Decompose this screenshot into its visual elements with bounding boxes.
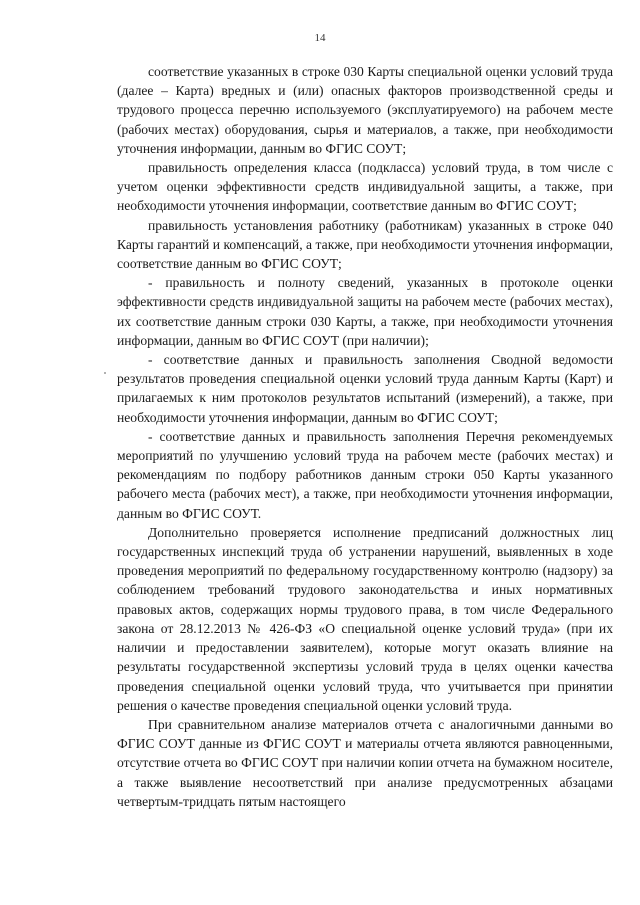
body-text (117, 62, 613, 811)
scan-speck (104, 372, 106, 374)
paragraph: - соответствие данных и правильность заполнения Сводной ведомости результатов проведения специальной оценки условий труда данным Карты (Карт) и прилагаемых к ним протоколов результатов испытаний (измерений), а также, при необходимости уточнения информации, данным во ФГИС СОУТ; (117, 352, 613, 425)
page-number: 14 (314, 32, 326, 44)
paragraph: При сравнительном анализе материалов отчета с аналогичными данными во ФГИС СОУТ данные из ФГИС СОУТ и материалы отчета являются равноценными, отсутствие отчета во ФГИС СОУТ при наличии копии отчета на бумажном носителе, а также выявление несоответствий при анализе предусмотренных абзацами четвертым-тридцать пятым настоящего (117, 716, 613, 809)
paragraph: - правильность и полноту сведений, указанных в протоколе оценки эффективности средств индивидуальной защиты на рабочем месте (рабочих местах), их соответствие данным строки 030 Карты, а также, при необходимости уточнения информации, данным во ФГИС СОУТ (при наличии); (117, 275, 613, 348)
paragraph: соответствие указанных в строке 030 Карты специальной оценки условий труда (далее – Карта) вредных и (или) опасных факторов производственной среды и трудового процесса перечню используемого (эксплуатируемого) на рабочем месте (рабочих местах) оборудования, сырья и материалов, а также, при необходимости уточнения информации, данным во ФГИС СОУТ; (117, 64, 613, 156)
paragraph: правильность определения класса (подкласса) условий труда, в том числе с учетом оценки эффективности средств индивидуальной защиты, а также, при необходимости уточнения информации, соответствие данным во ФГИС СОУТ; (117, 160, 613, 214)
paragraph: - соответствие данных и правильность заполнения Перечня рекомендуемых мероприятий по улучшению условий труда на рабочем месте (рабочих местах) и рекомендациям по подбору работников данным строки 050 Карты указанного рабочего места (рабочих мест), а также, при необходимости уточнения информации, данным во ФГИС СОУТ. (117, 428, 613, 521)
paragraph: Дополнительно проверяется исполнение предписаний должностных лиц государственных инспекций труда об устранении нарушений, выявленных в ходе проведения мероприятий по федеральному государственному контролю (надзору) за соблюдением требований трудового законодательства и иных нормативных правовых актов, содержащих нормы трудового права, в том числе Федерального закона от 28.12.2013 № 426-ФЗ «О специальной оценке условий труда» (при их наличии и предоставлении заявителем), которые могут оказать влияние на результаты государственной экспертизы условий труда в целях оценки качества проведения специальной оценки условий труда, что учитывается при принятии решения о качестве проведения специальной оценки условий труда. (117, 524, 613, 713)
paragraph: правильность установления работнику (работникам) указанных в строке 040 Карты гарантий и компенсаций, а также, при необходимости уточнения информации, соответствие данным во ФГИС СОУТ; (117, 217, 613, 272)
